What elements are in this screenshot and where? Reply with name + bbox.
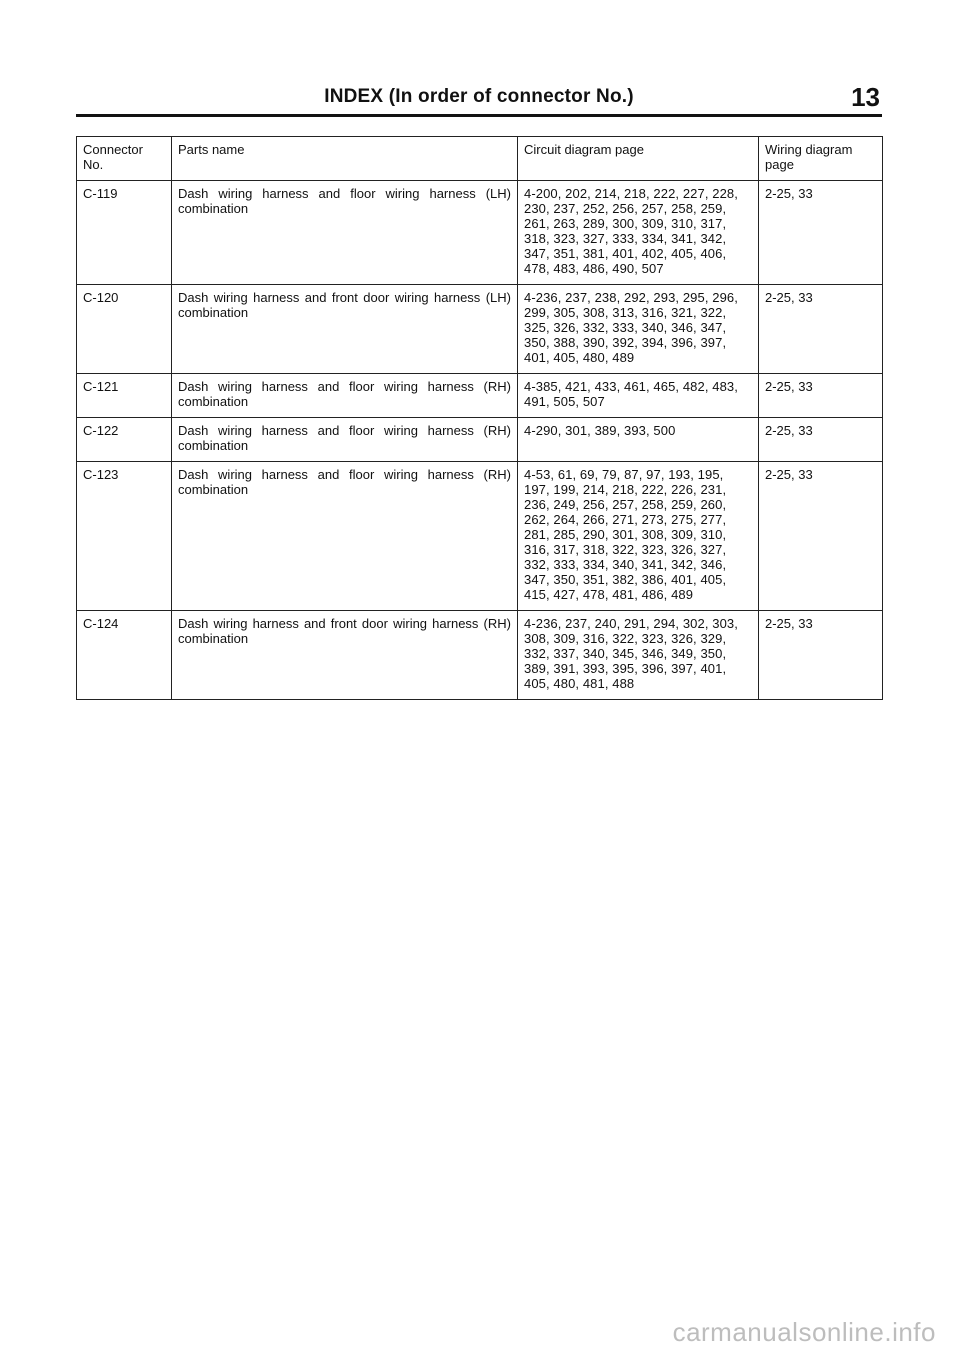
connector-cell: C-122: [77, 418, 172, 462]
connector-cell: C-124: [77, 611, 172, 700]
table-row: [77, 418, 883, 462]
parts-name-cell: Dash wiring harness and front door wiring harness (LH) combination: [172, 285, 518, 374]
connector-index-table: [76, 136, 883, 700]
table-row: [77, 611, 883, 700]
table-row: [77, 462, 883, 611]
column-header-parts-name: Parts name: [172, 137, 518, 181]
circuit-page-cell: 4-200, 202, 214, 218, 222, 227, 228, 230, 237, 252, 256, 257, 258, 259, 261, 263, 289, 300, 309, 310, 317, 318, 323, 327, 333, 334, 341, 342, 347, 351, 381, 401, 402, 405, 406, 478, 483, 486, 490, 507: [518, 181, 759, 285]
wiring-page-cell: 2-25, 33: [759, 611, 883, 700]
table-row: [77, 181, 883, 285]
table-row: [77, 285, 883, 374]
wiring-page-cell: 2-25, 33: [759, 462, 883, 611]
column-header-connector: Connector No.: [77, 137, 172, 181]
wiring-page-cell: 2-25, 33: [759, 418, 883, 462]
wiring-page-cell: 2-25, 33: [759, 374, 883, 418]
wiring-page-cell: 2-25, 33: [759, 285, 883, 374]
parts-name-cell: Dash wiring harness and floor wiring harness (RH) combination: [172, 462, 518, 611]
page-title: INDEX (In order of connector No.): [324, 86, 634, 107]
parts-name-cell: Dash wiring harness and front door wiring harness (RH) combination: [172, 611, 518, 700]
table-header-row: [77, 137, 883, 181]
connector-cell: C-119: [77, 181, 172, 285]
page-header: [76, 82, 882, 116]
connector-cell: C-121: [77, 374, 172, 418]
parts-name-cell: Dash wiring harness and floor wiring harness (LH) combination: [172, 181, 518, 285]
wiring-page-cell: 2-25, 33: [759, 181, 883, 285]
parts-name-cell: Dash wiring harness and floor wiring harness (RH) combination: [172, 418, 518, 462]
circuit-page-cell: 4-236, 237, 238, 292, 293, 295, 296, 299, 305, 308, 313, 316, 321, 322, 325, 326, 332, 333, 340, 346, 347, 350, 388, 390, 392, 394, 396, 397, 401, 405, 480, 489: [518, 285, 759, 374]
circuit-page-cell: 4-236, 237, 240, 291, 294, 302, 303, 308, 309, 316, 322, 323, 326, 329, 332, 337, 340, 345, 346, 349, 350, 389, 391, 393, 395, 396, 397, 401, 405, 480, 481, 488: [518, 611, 759, 700]
parts-name-cell: Dash wiring harness and floor wiring harness (RH) combination: [172, 374, 518, 418]
connector-cell: C-120: [77, 285, 172, 374]
table-row: [77, 374, 883, 418]
circuit-page-cell: 4-290, 301, 389, 393, 500: [518, 418, 759, 462]
watermark-text: carmanualsonline.info: [672, 1317, 936, 1347]
circuit-page-cell: 4-385, 421, 433, 461, 465, 482, 483, 491, 505, 507: [518, 374, 759, 418]
connector-cell: C-123: [77, 462, 172, 611]
page-number: 13: [851, 82, 880, 112]
circuit-page-cell: 4-53, 61, 69, 79, 87, 97, 193, 195, 197, 199, 214, 218, 222, 226, 231, 236, 249, 256, 257, 258, 259, 260, 262, 264, 266, 271, 273, 275, 277, 281, 285, 290, 301, 308, 309, 310, 316, 317, 318, 322, 323, 326, 327, 332, 333, 334, 340, 341, 342, 346, 347, 350, 351, 382, 386, 401, 405, 415, 427, 478, 481, 486, 489: [518, 462, 759, 611]
column-header-wiring-page: Wiring diagram page: [759, 137, 883, 181]
column-header-circuit-page: Circuit diagram page: [518, 137, 759, 181]
header-rule: [76, 114, 882, 117]
